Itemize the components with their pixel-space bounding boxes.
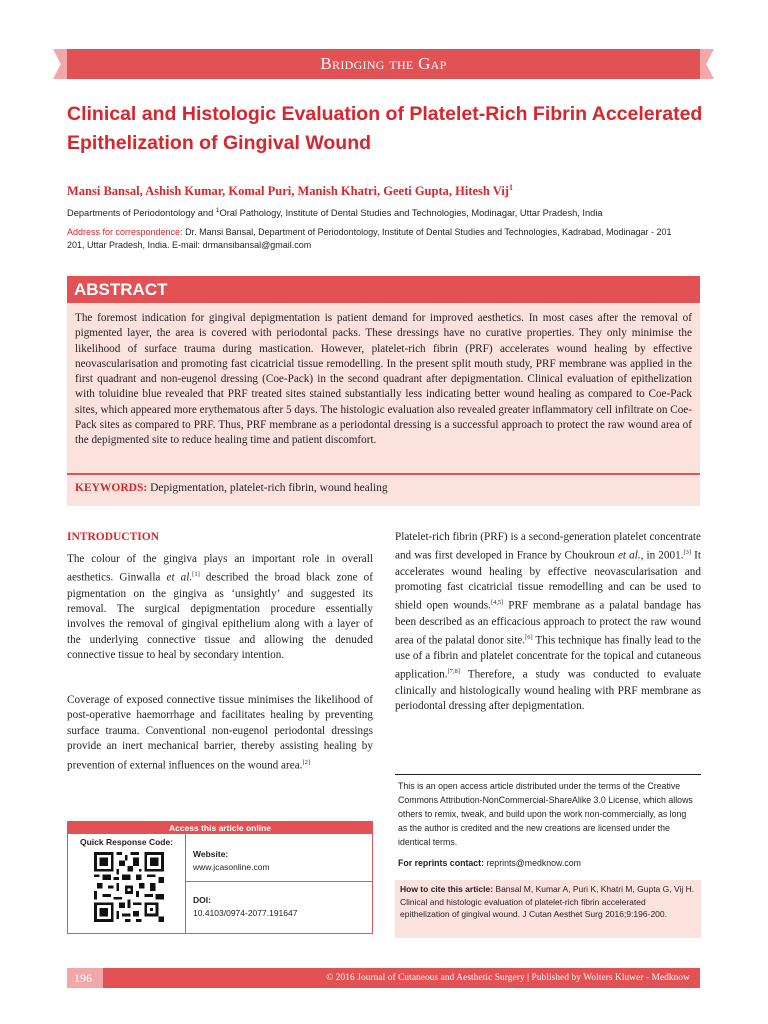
abstract-heading: ABSTRACT — [67, 276, 700, 303]
citation-text: Bansal M, Kumar A, Puri K, Khatri M, Gupta G, Vij H. Clinical and histologic evaluation of platelet-rich fibrin accelerated epithelization of gingival wound. J Cutan Aesthet Surg 2016;9:196-200. — [400, 884, 695, 920]
website-label: Website: — [193, 849, 229, 859]
citation-label: How to cite this article: — [400, 884, 494, 894]
page-number: 196 — [67, 968, 103, 988]
qr-label: Quick Response Code: — [80, 837, 174, 847]
correspondence-text: Dr. Mansi Bansal, Department of Periodontology, Institute of Dental Studies and Technologies, Kadrabad, Modinagar - 201 201, Uttar Pradesh, India. E-mail: drmansibansal@gmail.com — [67, 227, 672, 250]
introduction-heading: INTRODUCTION — [67, 531, 160, 543]
open-access-text: This is an open access article distributed under the terms of the Creative Commons Attribution-NonCommercial-ShareAlike 3.0 License, which allows others to remix, tweak, and build upon the work non-commercially, as long as the author is credited and the new creations are licensed under the identical terms. — [398, 781, 693, 847]
keywords-label: KEYWORDS: — [75, 482, 148, 494]
doi-value[interactable]: 10.4103/0974-2077.191647 — [193, 908, 298, 918]
website-info — [193, 848, 270, 874]
intro-paragraph-2: Coverage of exposed connective tissue minimises the likelihood of post-operative haemorrhage and facilitates healing by preventing surface trauma. Conventional non-eugenol periodontal dressings provide an inert mechanical barrier, thereby assisting healing by prevention of external influences on the wound area.[2] — [67, 694, 373, 772]
correspondence-label: Address for correspondence: — [67, 227, 183, 237]
article-title: Clinical and Histologic Evaluation of Platelet-Rich Fibrin Accelerated Epithelization of Gingival Wound — [67, 103, 703, 154]
author-list: Mansi Bansal, Ashish Kumar, Komal Puri, Manish Khatri, Geeti Gupta, Hitesh Vij$^1$ — [67, 183, 513, 199]
reprints-email[interactable]: reprints@medknow.com — [484, 858, 581, 868]
page-footer — [67, 968, 700, 988]
right-column-paragraph: Platelet-rich fibrin (PRF) is a second-generation platelet concentrate and was first developed in France by Choukroun et al., in 2001.[3] It accelerates wound healing by effective neovascularisation and promoting fast cicatricial tissue remodelling and can be used to shield open wounds.[4,5] PRF membrane as a palatal bandage has been described as an efficacious approach to protect the raw wound area of the palatal donor site.[6] This technique has finally lead to the use of a fibrin and platelet concentrate for the topical and cutaneous application.[7,8] Therefore, a study was conducted to evaluate clinically and histologically wound healing with PRF membrane as periodontal dressing after depigmentation. — [395, 531, 702, 712]
doi-info — [193, 894, 297, 920]
departments: Departments of Periodontology and $^1$Oral Pathology, Institute of Dental Studies and Technologies, Modinagar, Uttar Pradesh, India — [67, 207, 603, 219]
access-online-box — [67, 821, 373, 934]
access-divider — [186, 881, 372, 882]
banner-left-chevron — [53, 49, 67, 79]
reprints-contact: For reprints contact: reprints@medknow.com — [398, 858, 581, 868]
keywords-divider — [67, 473, 700, 475]
qr-panel — [68, 834, 186, 933]
open-access-notice — [395, 774, 701, 873]
correspondence — [67, 226, 687, 252]
abstract-panel — [67, 276, 700, 506]
section-banner — [67, 49, 700, 79]
abstract-text: The foremost indication for gingival depigmentation is patient demand for improved aesthetics. In most cases after the removal of pigmented layer, the area is covered with periodontal packs. These dressings have no curative properties. They only minimise the likelihood of surface trauma during mastication. However, platelet-rich fibrin (PRF) accelerates wound healing by effective neovascularisation and promoting fast cicatricial tissue remodelling. In the present split mouth study, PRF membrane was applied in the first quadrant and non-eugenol dressing (Coe-Pack) in the second quadrant after depigmentation. Clinical evaluation of epithelization with toluidine blue revealed that PRF treated sites stained substantially less indicating better wound healing as compared to Coe-Pack sites, which appeared more erythematous after 5 days. The histologic evaluation also revealed greater inflammatory cell infiltrate on Coe-Pack sites as compared to PRF. Thus, PRF membrane as a periodontal dressing is a successful approach to protect the raw wound area of the depigmented site to reduce healing time and patient discomfort. — [75, 312, 692, 447]
intro-paragraph-1: The colour of the gingiva plays an important role in overall aesthetics. Ginwalla et al.[1] described the broad black zone of pigmentation on the gingiva as ‘unsightly’ and suggested its removal. The surgical depigmentation procedure essentially involves the removal of gingival epithelium along with a layer of the underlying connective tissue and allowing the denuded connective tissue to heal by secondary intention. — [67, 553, 373, 662]
banner-text: Bridging the Gap — [320, 54, 447, 73]
qr-code-icon[interactable] — [94, 852, 164, 922]
keywords-text: Depigmentation, platelet-rich fibrin, wound healing — [147, 482, 388, 494]
access-heading: Access this article online — [68, 822, 372, 834]
banner-right-chevron — [700, 49, 714, 79]
website-link[interactable]: www.jcasonline.com — [193, 862, 270, 872]
citation-box — [395, 880, 701, 938]
doi-label: DOI: — [193, 895, 211, 905]
keywords — [75, 482, 388, 494]
footer-copyright: © 2016 Journal of Cutaneous and Aesthetic Surgery | Published by Wolters Kluwer - Medknow — [326, 973, 690, 983]
